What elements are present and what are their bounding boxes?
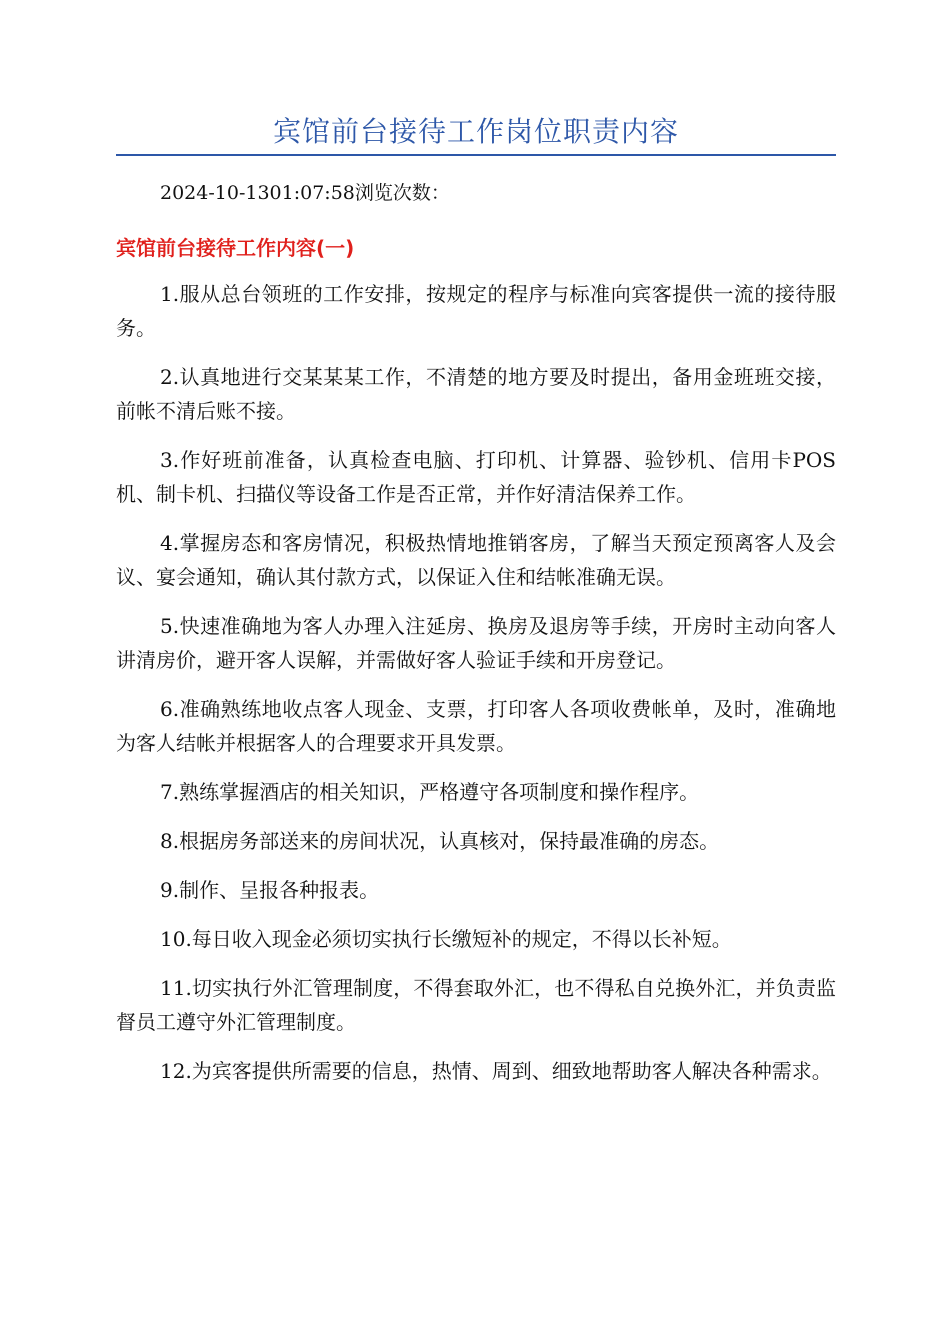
duty-item-12: 12.为宾客提供所需要的信息，热情、周到、细致地帮助客人解决各种需求。 <box>160 1059 832 1083</box>
duty-item-7: 7.熟练掌握酒店的相关知识，严格遵守各项制度和操作程序。 <box>160 780 700 804</box>
duty-item-2: 2.认真地进行交某某某工作，不清楚的地方要及时提出，备用金班班交接，前帐不清后账不接。 <box>116 365 836 423</box>
duty-list <box>116 277 836 1103</box>
duty-item-5: 5.快速准确地为客人办理入注延房、换房及退房等手续，开房时主动向客人讲清房价，避开客人误解，并需做好客人验证手续和开房登记。 <box>116 614 836 672</box>
publish-meta: 2024-10-1301:07:58浏览次数： <box>160 182 450 204</box>
duty-item-6: 6.准确熟练地收点客人现金、支票，打印客人各项收费帐单，及时，准确地为客人结帐并根据客人的合理要求开具发票。 <box>116 697 836 755</box>
duty-item-4: 4.掌握房态和客房情况，积极热情地推销客房，了解当天预定预离客人及会议、宴会通知，确认其付款方式，以保证入住和结帐准确无误。 <box>116 531 836 589</box>
title-divider <box>116 154 836 156</box>
page-title: 宾馆前台接待工作岗位职责内容 <box>272 115 679 148</box>
duty-item-3: 3.作好班前准备，认真检查电脑、打印机、计算器、验钞机、信用卡POS机、制卡机、扫描仪等设备工作是否正常，并作好清洁保养工作。 <box>116 448 836 506</box>
duty-item-10: 10.每日收入现金必须切实执行长缴短补的规定，不得以长补短。 <box>160 927 732 951</box>
duty-item-8: 8.根据房务部送来的房间状况，认真核对，保持最准确的房态。 <box>160 829 720 853</box>
duty-item-11: 11.切实执行外汇管理制度，不得套取外汇，也不得私自兑换外汇，并负责监督员工遵守外汇管理制度。 <box>116 976 836 1034</box>
duty-item-1: 1.服从总台领班的工作安排，按规定的程序与标准向宾客提供一流的接待服务。 <box>116 282 836 340</box>
section-heading: 宾馆前台接待工作内容(一) <box>116 236 355 260</box>
duty-item-9: 9.制作、呈报各种报表。 <box>160 878 380 902</box>
